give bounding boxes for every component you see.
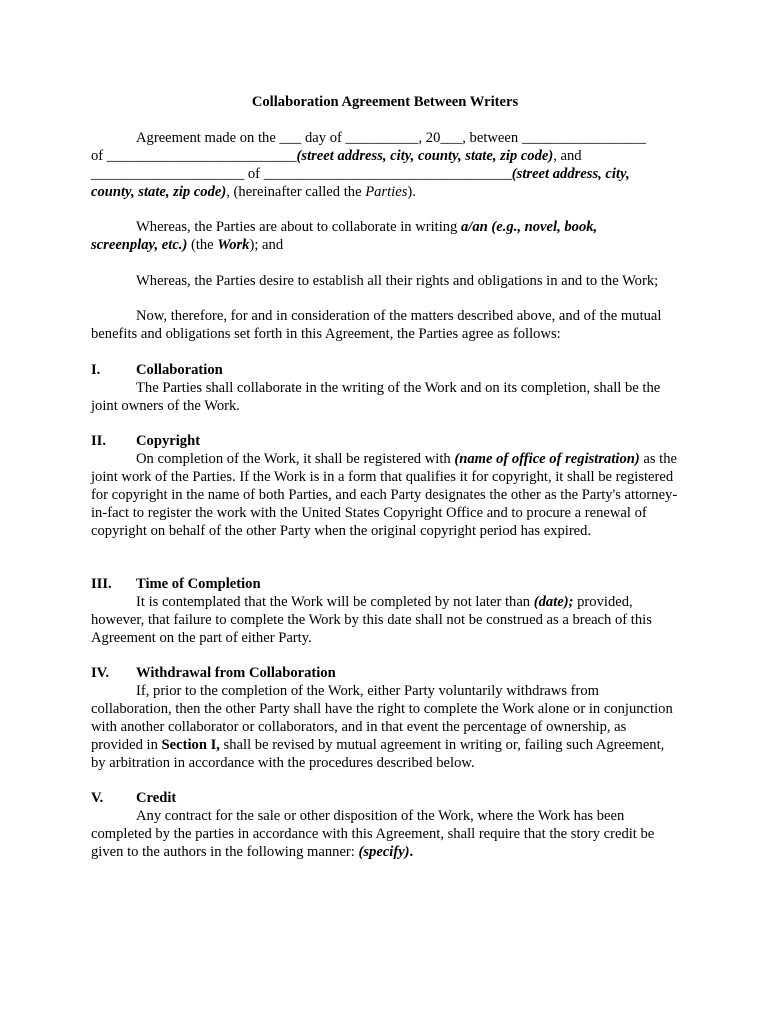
- work-term: Work: [217, 236, 250, 253]
- date-placeholder: (date);: [533, 593, 574, 610]
- section-withdrawal: [91, 665, 681, 772]
- intro-line-3: _____________________ of __________________________________(street address, city,: [91, 165, 630, 182]
- section-copyright: [91, 433, 681, 540]
- work-type-placeholder: a/an (e.g., novel, book,: [461, 219, 598, 235]
- section-heading: III. Time of Completion: [91, 576, 261, 592]
- section-collaboration: [91, 362, 681, 416]
- whereas-paragraph-1: Whereas, the Parties are about to collaborate in writing a/an (e.g., novel, book, screenplay, etc.) (the Work); and: [91, 219, 598, 253]
- section-heading: II. Copyright: [91, 433, 201, 449]
- section-body: The Parties shall collaborate in the writing of the Work and on its completion, shall be the joint owners of the Work.: [91, 379, 661, 414]
- intro-line-4: county, state, zip code), (hereinafter called the Parties).: [91, 183, 416, 200]
- registration-office-placeholder: (name of office of registration): [454, 450, 640, 467]
- section-heading: IV. Withdrawal from Collaboration: [91, 665, 336, 681]
- section-body: On completion of the Work, it shall be registered with (name of office of registration) as the joint work of the Parties. If the Work is in a form that qualifies it for copyright, it shall be registered for copyright in the name of both Parties, and each Party designates the other as the Party's attorney-in-fact to register the work with the United States Copyright Office and to procure a renewal of copyright on behalf of the other Party when the original copyright period has expired.: [91, 450, 678, 539]
- section-reference: Section I,: [161, 736, 220, 753]
- intro-line-1: Agreement made on the ___ day of __________, 20___, between _________________: [136, 130, 646, 146]
- parties-term: Parties: [365, 183, 408, 200]
- section-heading: I. Collaboration: [91, 362, 223, 378]
- intro-line-2: of __________________________(street address, city, county, state, zip code), and: [91, 147, 582, 164]
- now-therefore-paragraph: Now, therefore, for and in consideration of the matters described above, and of the mutual benefits and obligations set forth in this Agreement, the Parties agree as follows:: [91, 308, 662, 342]
- section-body: Any contract for the sale or other disposition of the Work, where the Work has been completed by the parties in accordance with this Agreement, shall require that the story credit be given to the authors in the following manner: (specify).: [91, 807, 655, 860]
- section-time-of-completion: [91, 576, 681, 648]
- section-body: It is contemplated that the Work will be completed by not later than (date); provided, however, that failure to complete the Work by this date shall not be construed as a breach of this Agreement on the part of either Party.: [91, 593, 652, 646]
- document-title: Collaboration Agreement Between Writers: [251, 94, 519, 110]
- address-placeholder-2a: (street address, city,: [511, 165, 630, 182]
- credit-placeholder: (specify): [358, 843, 410, 860]
- section-body: If, prior to the completion of the Work, either Party voluntarily withdraws from collaboration, then the other Party shall have the right to complete the Work alone or in conjunction with another collaborator or collaborators, and in that event the percentage of ownership, as provided in Section I, shall be revised by mutual agreement in writing or, failing such Agreement, by arbitration in accordance with the procedures described below.: [91, 682, 673, 771]
- section-heading: V. Credit: [91, 790, 177, 806]
- whereas-paragraph-2: Whereas, the Parties desire to establish all their rights and obligations in and to the Work;: [136, 273, 659, 289]
- address-placeholder-2b: county, state, zip code): [91, 183, 227, 200]
- address-placeholder-1: (street address, city, county, state, zip code): [296, 147, 554, 164]
- section-credit: [91, 790, 681, 862]
- intro-paragraph: [91, 130, 681, 202]
